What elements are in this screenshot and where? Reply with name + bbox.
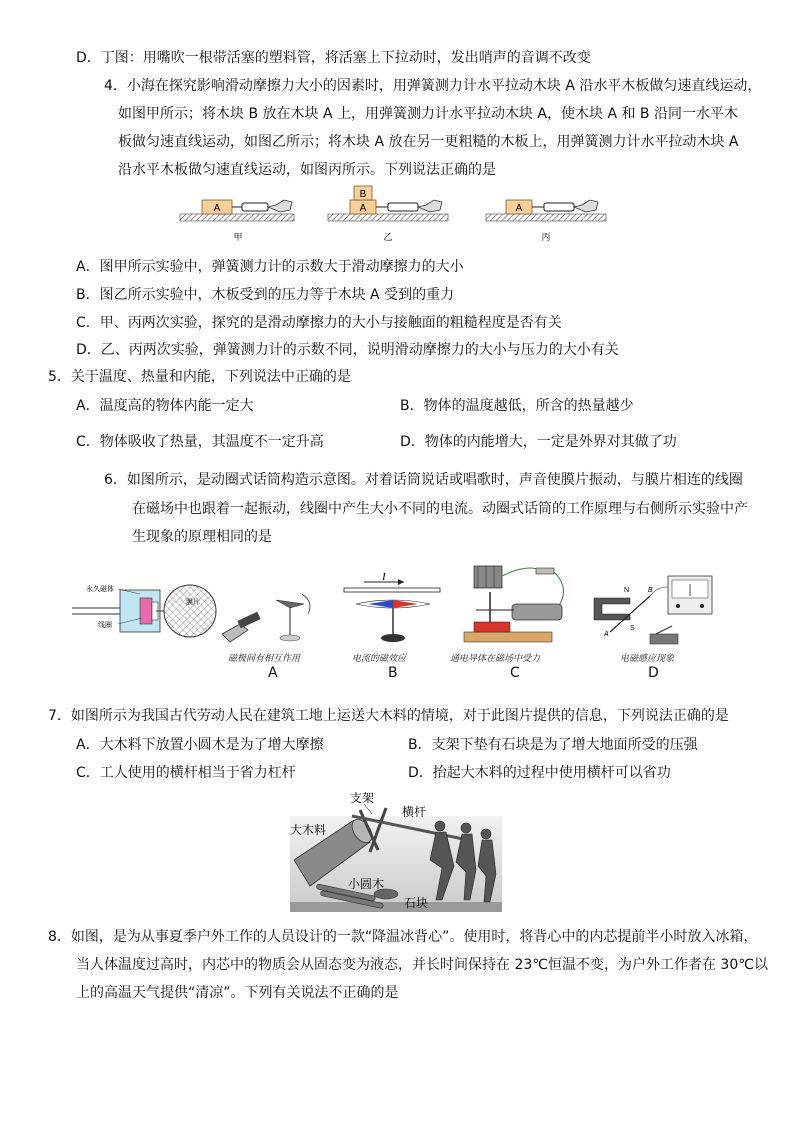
block-a-label: A [359, 203, 367, 214]
q7-option-b: B．支架下垫有石块是为了增大地面所受的压强 [408, 737, 698, 753]
label-lever: 横杆 [402, 805, 427, 819]
label-yi: 乙 [383, 233, 393, 243]
choice-letter-b: B [388, 665, 398, 681]
label-timber: 大木料 [290, 823, 327, 837]
q4-stem-line-4: 沿水平木板做匀速直线运动，如图丙所示。下列说法正确的是 [118, 162, 496, 178]
label-permanent-magnet: 永久磁体 [86, 585, 114, 593]
label-diaphragm: 膜片 [186, 598, 200, 606]
caption-c: 通电导体在磁场中受力 [450, 654, 541, 664]
q4-option-d: D．乙、丙两次实验，弹簧测力计的示数不同，说明滑动摩擦力的大小与压力的大小有关 [76, 342, 619, 358]
friction-experiment-figure [176, 184, 616, 244]
choice-letter-d: D [648, 665, 659, 681]
label-rollers: 小圆木 [348, 877, 385, 891]
caption-d: 电磁感应现象 [620, 654, 675, 664]
dynamic-microphone-figure [70, 580, 240, 640]
q7-stem: 7．如图所示为我国古代劳动人民在建筑工地上运送大木料的情境，对于此图片提供的信息，下列说法正确的是 [48, 708, 729, 724]
caption-a: 磁极间有相互作用 [228, 654, 301, 664]
label-stone: 石块 [404, 896, 429, 910]
q6-stem-line-3: 生现象的原理相同的是 [132, 529, 272, 545]
q3-option-d: D．丁图：用嘴吹一根带活塞的塑料管，将活塞上下拉动时，发出哨声的音调不改变 [76, 50, 591, 66]
block-b-label: B [359, 189, 367, 200]
force-on-conductor-figure [456, 562, 576, 652]
q5-option-c: C．物体吸收了热量，其温度不一定升高 [76, 434, 324, 450]
q8-stem-line-2: 当人体温度过高时，内芯中的物质会从固态变为液态，并长时间保持在 23℃恒温不变，为户外工作者在 30℃以 [76, 957, 768, 973]
current-label: I [382, 571, 386, 583]
q7-option-c: C．工人使用的横杆相当于省力杠杆 [76, 765, 296, 781]
oersted-figure [338, 568, 448, 648]
magnet-pole-figure [218, 586, 318, 646]
q4-option-a: A．图甲所示实验中，弹簧测力计的示数大于滑动摩擦力的大小 [76, 259, 464, 275]
q4-stem-line-2: 如图甲所示；将木块 B 放在木块 A 上，用弹簧测力计水平拉动木块 A，使木块 A 和 B 沿同一水平木 [118, 106, 738, 122]
q7-option-a: A．大木料下放置小圆木是为了增大摩擦 [76, 737, 324, 753]
label-n: N [624, 587, 630, 594]
choice-letter-c: C [510, 665, 520, 681]
block-a-label: A [213, 203, 221, 214]
q5-option-a: A．温度高的物体内能一定大 [76, 398, 254, 414]
q8-stem-line-1: 8．如图，是为从事夏季户外工作的人员设计的一款“降温冰背心”。使用时，将背心中的内芯提前半小时放入冰箱， [48, 929, 758, 945]
caption-b: 电流的磁效应 [352, 654, 407, 664]
label-a: A [604, 631, 609, 638]
setup-jia [180, 200, 294, 221]
block-a-label: A [515, 203, 523, 214]
label-support: 支架 [350, 791, 375, 805]
label-s: S [630, 625, 635, 632]
q6-stem-line-1: 6．如图所示，是动圈式话筒构造示意图。对着话筒说话或唱歌时，声音使膜片振动，与膜片相连的线圈 [104, 472, 743, 488]
q7-option-d: D．抬起大木料的过程中使用横杆可以省功 [408, 765, 671, 781]
q8-stem-line-3: 上的高温天气提供“清凉”。下列有关说法不正确的是 [76, 985, 399, 1001]
setup-bing [486, 200, 606, 221]
choice-letter-a: A [268, 665, 278, 681]
q4-option-c: C．甲、丙两次实验，探究的是滑动摩擦力的大小与接触面的粗糙程度是否有关 [76, 315, 562, 331]
q4-stem-line-3: 板做匀速直线运动，如图乙所示；将木块 A 放在另一更粗糙的木板上，用弹簧测力计水平拉动木块 A [118, 134, 739, 150]
label-b: B [648, 587, 653, 594]
q5-option-d: D．物体的内能增大，一定是外界对其做了功 [400, 434, 677, 450]
label-jia: 甲 [233, 233, 243, 243]
q5-option-b: B．物体的温度越低，所含的热量越少 [400, 398, 634, 414]
setup-yi [328, 186, 448, 221]
label-bing: 丙 [541, 233, 551, 243]
q4-stem-line-1: 4．小海在探究影响滑动摩擦力大小的因素时，用弹簧测力计水平拉动木块 A 沿水平木板做匀速直线运动， [104, 78, 762, 94]
q6-stem-line-2: 在磁场中也跟着一起振动，线圈中产生大小不同的电流。动圈式话筒的工作原理与右侧所示实验中产 [132, 501, 748, 517]
timber-lever-illustration [290, 790, 502, 912]
electromagnetic-induction-figure [590, 574, 720, 654]
label-coil: 线圈 [98, 621, 112, 629]
q5-stem: 5．关于温度、热量和内能，下列说法中正确的是 [48, 369, 351, 385]
q4-option-b: B．图乙所示实验中，木板受到的压力等于木块 A 受到的重力 [76, 287, 455, 303]
